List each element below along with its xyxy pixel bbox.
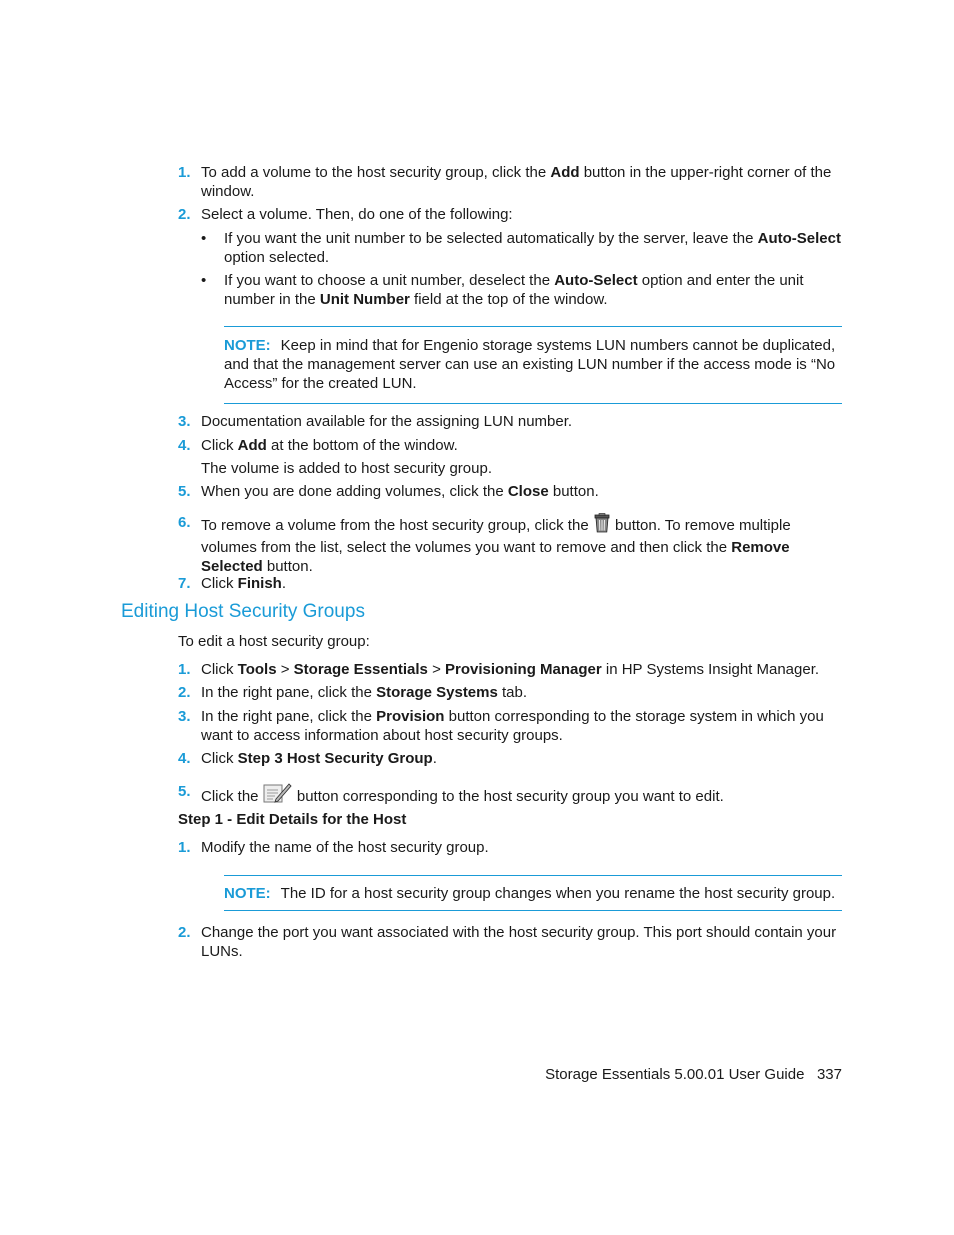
subsection-heading: Step 1 - Edit Details for the Host xyxy=(178,811,407,828)
list-item: 1. Modify the name of the host security group. xyxy=(178,839,489,856)
footer-title: Storage Essentials 5.00.01 User Guide xyxy=(545,1066,805,1083)
list-item: 4. Click Add at the bottom of the window. xyxy=(178,437,458,454)
page-footer xyxy=(520,1066,842,1083)
step-number: 2. xyxy=(178,206,191,223)
list-item: 5. When you are done adding volumes, click the Close button. xyxy=(178,483,599,500)
edit-icon xyxy=(263,782,293,809)
step-number: 6. xyxy=(178,514,191,531)
note-box xyxy=(224,326,842,404)
step-number: 1. xyxy=(178,164,191,181)
step-number: 4. xyxy=(178,750,191,767)
step-number: 7. xyxy=(178,575,191,592)
note-text: Keep in mind that for Engenio storage systems LUN numbers cannot be duplicated, and that the management server can use an existing LUN number if the access mode is “No Access” for the created LUN. xyxy=(224,337,836,392)
step-number: 1. xyxy=(178,839,191,856)
list-item: 2. In the right pane, click the Storage Systems tab. xyxy=(178,684,528,701)
step-number: 3. xyxy=(178,413,191,430)
page-number: 337 xyxy=(816,1066,842,1083)
step-number: 5. xyxy=(178,483,191,500)
step-number: 2. xyxy=(178,924,191,941)
bullet-item: • If you want the unit number to be selected automatically by the server, leave the Auto-Select option selected. xyxy=(201,230,841,266)
list-item: 6. To remove a volume from the host security group, click the button. To remove multiple volumes from the list, select the volumes you want to remove and then click the Remove Selected button. xyxy=(178,514,791,575)
note-box xyxy=(224,875,842,911)
step-result: The volume is added to host security group. xyxy=(201,460,492,477)
list-item: 3. In the right pane, click the Provision button corresponding to the storage system in which you want to access information about host security groups. xyxy=(178,708,824,744)
step-number: 2. xyxy=(178,684,191,701)
list-item: 2. Change the port you want associated with the host security group. This port should contain your LUNs. xyxy=(178,924,837,960)
list-item: 1. Click Tools > Storage Essentials > Provisioning Manager in HP Systems Insight Manager. xyxy=(178,661,820,678)
section-heading: Editing Host Security Groups xyxy=(121,601,365,622)
list-item: 3. Documentation available for the assigning LUN number. xyxy=(178,413,573,430)
note-label: NOTE: xyxy=(224,885,271,902)
list-item: 1. To add a volume to the host security group, click the Add button in the upper-right corner of the window. xyxy=(178,164,832,200)
trash-icon xyxy=(593,513,611,538)
step-number: 4. xyxy=(178,437,191,454)
list-item: 5. Click the button corresponding to the host security group you want to edit. xyxy=(178,782,842,809)
note-text: The ID for a host security group changes when you rename the host security group. xyxy=(280,885,836,902)
note-label: NOTE: xyxy=(224,337,271,354)
list-item: 2. Select a volume. Then, do one of the following: xyxy=(178,206,513,223)
step-number: 5. xyxy=(178,783,191,800)
list-item: 7. Click Finish. xyxy=(178,575,287,592)
bullet-item: • If you want to choose a unit number, deselect the Auto-Select option and enter the unit number in the Unit Number field at the top of the window. xyxy=(201,272,804,308)
step-number: 3. xyxy=(178,708,191,725)
section-intro: To edit a host security group: xyxy=(178,633,370,650)
list-item: 4. Click Step 3 Host Security Group. xyxy=(178,750,437,767)
step-number: 1. xyxy=(178,661,191,678)
